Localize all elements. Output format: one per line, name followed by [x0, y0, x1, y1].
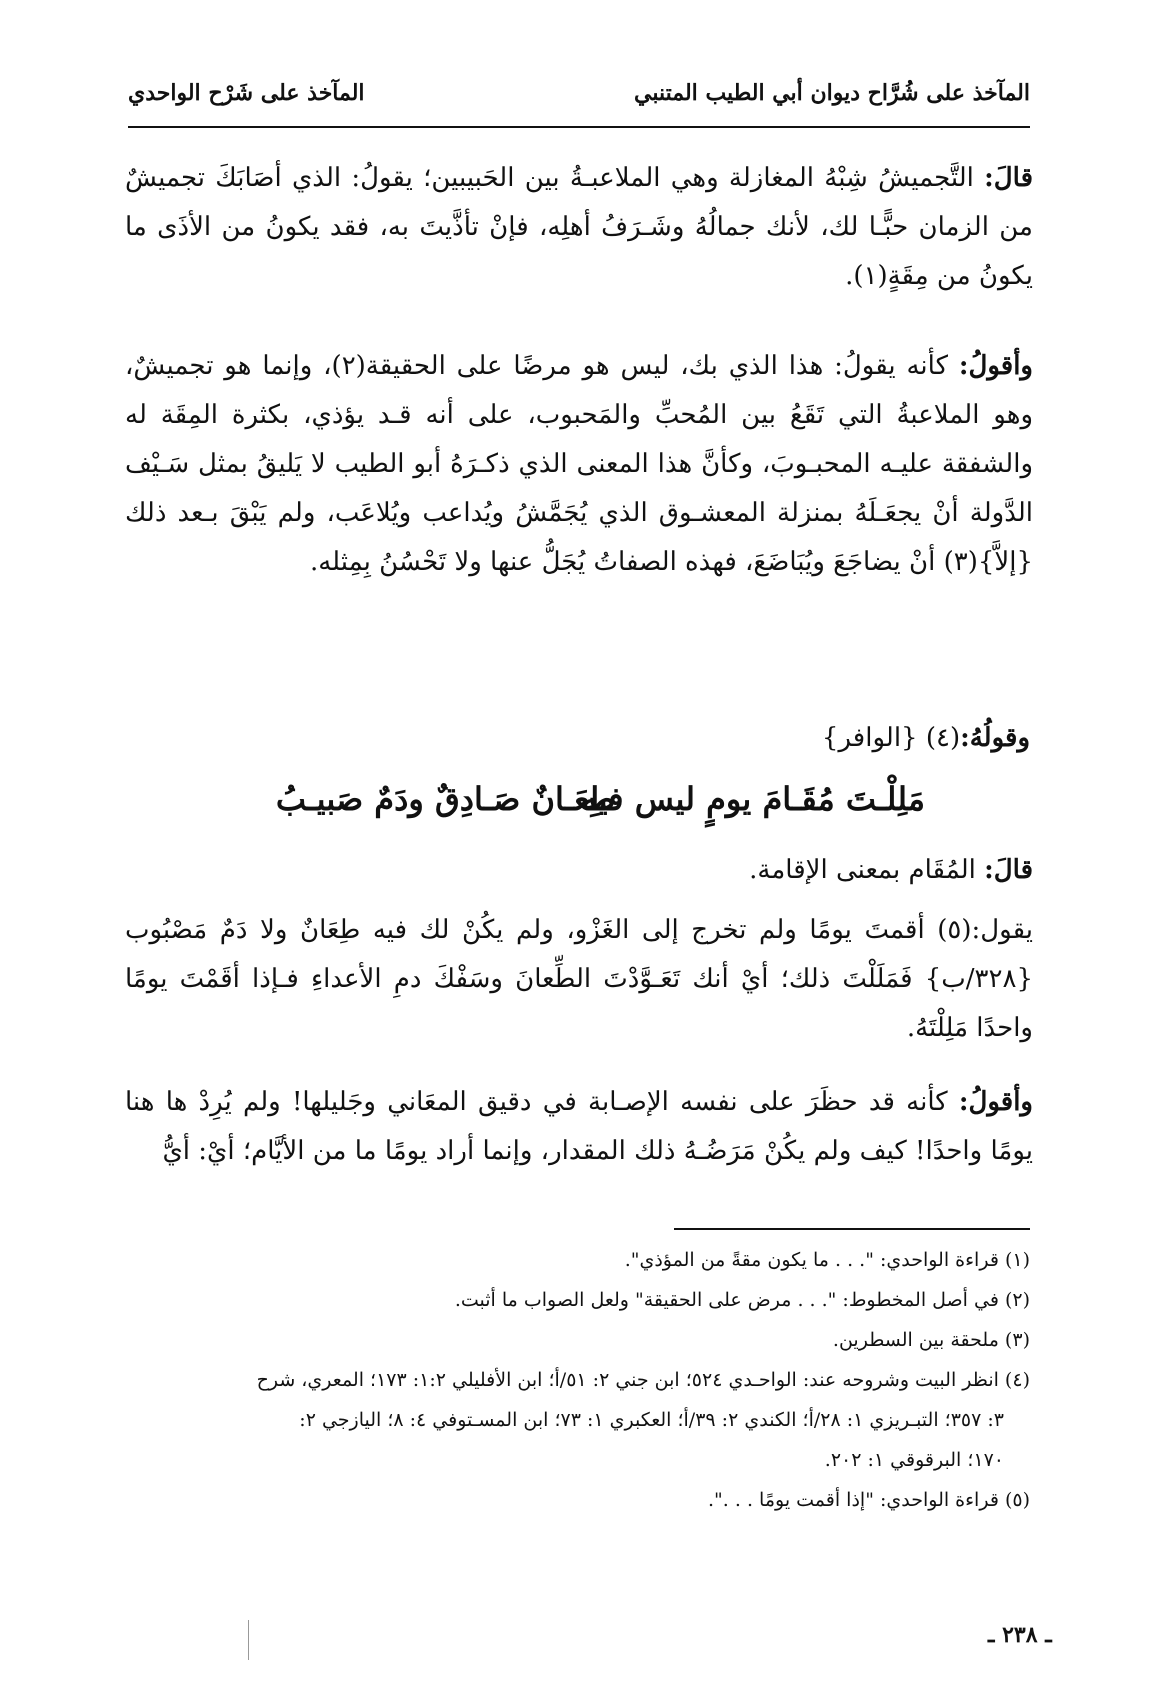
- header-chapter-title: المآخذ على شَرْح الواحدي: [128, 80, 365, 106]
- paragraph-qala-1: [125, 154, 1033, 301]
- running-header: [128, 80, 1030, 120]
- paragraph-yaqul: [125, 906, 1033, 1053]
- footnote-2: (٢) في أصل المخطوط: ". . . مرض على الحقيقة" ولعل الصواب ما أثبت.: [454, 1289, 1030, 1311]
- verse-second-hemistich: طِعَـانٌ صَـادِقٌ ودَمٌ صَبيـبُ: [275, 780, 615, 818]
- paragraph-aqulu-2: [125, 1078, 1033, 1176]
- footnote-divider: [674, 1228, 1030, 1230]
- page-number: ـ ٢٣٨ ـ: [988, 1622, 1052, 1648]
- paragraph-text: كأنه قد حظَرَ على نفسه الإصـابة في دقيق المعَاني وجَليلها! ولم يُرِدْ ها هنا يومًا واحدًا! كيف ولم يكُنْ مَرَضُـهُ ذلك المقدار، وإنما أراد يومًا ما من الأيَّام؛ أيْ: أيُّ: [125, 1087, 1033, 1166]
- verse-first-hemistich: مَلِلْـتَ مُقَـامَ يومٍ ليس فيه: [581, 780, 925, 818]
- paragraph-text: يقول:(٥) أقمتَ يومًا ولم تخرج إلى الغَزْو، ولم يكُنْ لك فيه طِعَانٌ ولا دَمٌ مَصْبُوب {٣٢٨/ب} فَمَلَلْتَ ذلك؛ أيْ أنك تَعَـوَّدْتَ الطِّعانَ وسَفْكَ دمِ الأعداءِ فـإذا أقَمْتَ يومًا واحدًا مَلِلْتَهُ.: [125, 915, 1033, 1043]
- paragraph-lead: قالَ:: [984, 855, 1033, 885]
- paragraph-text: كأنه يقولُ: هذا الذي بك، ليس هو مرضًا على الحقيقة(٢)، وإنما هو تجميشٌ، وهو الملاعبةُ التي تَقَعُ بين المُحبِّ والمَحبوب، على أنه قـد يؤذي، بكثرة المِقَة له والشفقة عليـه المحبـوبَ، وكأنَّ هذا المعنى الذي ذكـرَهُ أبو الطيب لا يَليقُ بمثل سَـيْف الدَّولة أنْ يجعَـلَهُ بمنزلة المعشـوق الذي يُجَمَّشُ ويُداعب ويُلاعَب، ولم يَبْقَ بـعد ذلك {إلاَّ}(٣) أنْ يضاجَعَ ويُبَاضَعَ، فهذه الصفاتُ يُجَلُّ عنها ولا تَحْسُنُ بِمِثله.: [125, 351, 1033, 577]
- paragraph-text: المُقَام بمعنى الإقامة.: [749, 855, 985, 885]
- footnote-5: (٥) قراءة الواحدي: "إذا أقمت يومًا . . .".: [708, 1489, 1030, 1511]
- footnote-4: (٤) انظر البيت وشروحه عند: الواحـدي ٥٢٤؛ ابن جني ٢: ٥١/أ؛ ابن الأفليلي ١:٢: ١٧٣؛ المعري، شرح: [256, 1369, 1030, 1391]
- footnote-1: (١) قراءة الواحدي: ". . . ما يكون مقةً من المؤذي".: [624, 1249, 1030, 1271]
- paragraph-lead: قالَ:: [984, 163, 1033, 193]
- scan-artifact: [248, 1620, 249, 1660]
- verse-intro-meter: (٤) {الوافر}: [821, 723, 961, 753]
- paragraph-text: التَّجميشُ شِبْهُ المغازلة وهي الملاعبـةُ بين الحَبيبين؛ يقولُ: الذي أصَابَكَ تجميشٌ من الزمان حبًّـا لك، لأنك جمالُهُ وشَـرَفُ أهلِه، فإنْ تأذَّيتَ به، فقد يكونُ من الأذَى ما يكونُ من مِقَةٍ(١).: [125, 163, 1033, 291]
- footnote-4-continuation: ٣: ٣٥٧؛ التبـريزي ١: ٢٨/أ؛ الكندي ٢: ٣٩/أ؛ العكبري ١: ٧٣؛ ابن المسـتوفي ٤: ٨؛ اليازجي ٢:: [299, 1409, 1004, 1431]
- paragraph-lead: وأقولُ:: [958, 1087, 1033, 1117]
- header-book-title: المآخذ على شُرَّاح ديوان أبي الطيب المتنبي: [634, 80, 1030, 106]
- footnote-3: (٣) ملحقة بين السطرين.: [832, 1329, 1030, 1351]
- footnote-4-continuation: ١٧٠؛ البرقوقي ١: ٢٠٢.: [824, 1449, 1004, 1471]
- footnotes: [125, 1240, 1030, 1520]
- verse-intro-lead: وقولُهُ:: [960, 723, 1030, 753]
- verse-introduction: [822, 718, 1030, 758]
- paragraph-qala-2: [125, 846, 1033, 895]
- paragraph-aqulu-1: [125, 342, 1033, 587]
- paragraph-lead: وأقولُ:: [958, 351, 1033, 381]
- header-divider: [128, 126, 1030, 128]
